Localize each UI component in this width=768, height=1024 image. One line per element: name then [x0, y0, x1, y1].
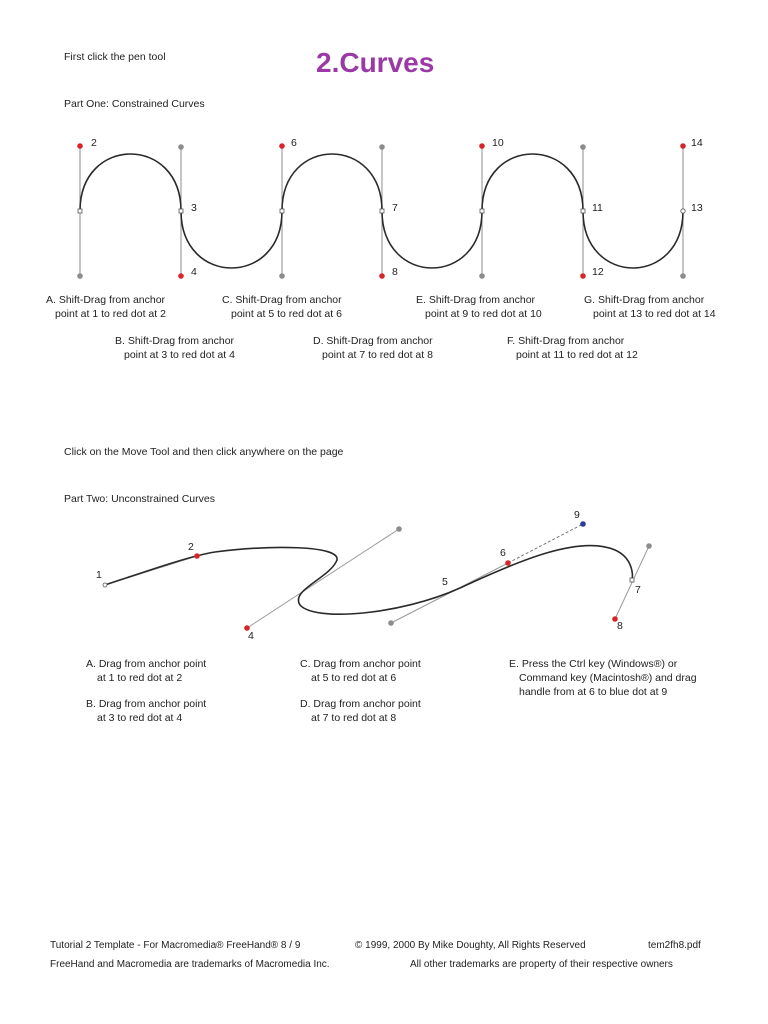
- step-f: F. Shift-Drag from anchor point at 11 to red dot at 12: [507, 335, 638, 361]
- step2-d: D. Drag from anchor point at 7 to red dot at 8: [300, 698, 421, 724]
- point-label: 6: [291, 137, 297, 149]
- red-dot-10: [479, 143, 485, 149]
- point-label: 4: [191, 266, 197, 278]
- gray-dot: [680, 273, 686, 279]
- footer-left-1: Tutorial 2 Template - For Macromedia® FreeHand® 8 / 9: [50, 940, 301, 951]
- footer-filename: tem2fh8.pdf: [648, 940, 701, 951]
- point-label: 5: [442, 576, 448, 588]
- point-label: 8: [617, 620, 623, 632]
- gray-dot: [379, 144, 385, 150]
- gray-dot: [580, 144, 586, 150]
- point-label: 4: [248, 630, 254, 642]
- red-dot-4: [178, 273, 184, 279]
- red-dot-14: [680, 143, 686, 149]
- point-label: 6: [500, 547, 506, 559]
- pen-tool-instruction: First click the pen tool: [64, 51, 166, 63]
- gray-dot: [479, 273, 485, 279]
- red-dot-2: [194, 553, 200, 559]
- point-label: 7: [392, 202, 398, 214]
- step-b: B. Shift-Drag from anchor point at 3 to red dot at 4: [115, 335, 235, 361]
- step-a: A. Shift-Drag from anchor point at 1 to red dot at 2: [46, 294, 166, 320]
- step-g: G. Shift-Drag from anchor point at 13 to red dot at 14: [584, 294, 716, 320]
- part-one-heading: Part One: Constrained Curves: [64, 98, 205, 110]
- point-label: 10: [492, 137, 504, 149]
- gray-dot: [279, 273, 285, 279]
- point-label: 14: [691, 137, 703, 149]
- step2-b: B. Drag from anchor point at 3 to red dot at 4: [86, 698, 207, 724]
- red-dot-6: [279, 143, 285, 149]
- point-label: 8: [392, 266, 398, 278]
- point-label: 13: [691, 202, 703, 214]
- part-two-dots: [103, 521, 652, 631]
- footer-left-2: FreeHand and Macromedia are trademarks of Macromedia Inc.: [50, 959, 330, 970]
- footer-right-2: All other trademarks are property of their respective owners: [410, 959, 673, 970]
- point-label: 2: [91, 137, 97, 149]
- point-label: 7: [635, 584, 641, 596]
- point-label: 12: [592, 266, 604, 278]
- footer-copyright: © 1999, 2000 By Mike Doughty, All Rights Reserved: [355, 940, 586, 951]
- point-label: 3: [191, 202, 197, 214]
- dashed-handle: [508, 524, 583, 563]
- red-dot-2: [77, 143, 83, 149]
- gray-dot: [178, 144, 184, 150]
- gray-dot: [77, 273, 83, 279]
- point-label: 11: [592, 202, 603, 214]
- step2-a: A. Drag from anchor point at 1 to red dot at 2: [86, 658, 207, 684]
- page-title: 2.Curves: [316, 47, 435, 78]
- step-c: C. Shift-Drag from anchor point at 5 to red dot at 6: [222, 294, 342, 320]
- step2-e: E. Press the Ctrl key (Windows®) or Command key (Macintosh®) and drag handle from at 6 to blue dot at 9: [509, 658, 697, 698]
- red-dot-8: [379, 273, 385, 279]
- part-two-heading: Part Two: Unconstrained Curves: [64, 493, 215, 505]
- blue-dot-9: [580, 521, 586, 527]
- red-dot-6: [505, 560, 511, 566]
- step2-c: C. Drag from anchor point at 5 to red dot at 6: [300, 658, 421, 684]
- step-d: D. Shift-Drag from anchor point at 7 to red dot at 8: [313, 335, 433, 361]
- move-tool-instruction: Click on the Move Tool and then click anywhere on the page: [64, 446, 344, 458]
- step-e: E. Shift-Drag from anchor point at 9 to red dot at 10: [416, 294, 542, 320]
- red-dot-12: [580, 273, 586, 279]
- point-label: 9: [574, 509, 580, 521]
- part-two-handles: [105, 529, 649, 628]
- part-two-curve: [105, 545, 632, 614]
- point-label: 1: [96, 569, 102, 581]
- point-label: 2: [188, 541, 194, 553]
